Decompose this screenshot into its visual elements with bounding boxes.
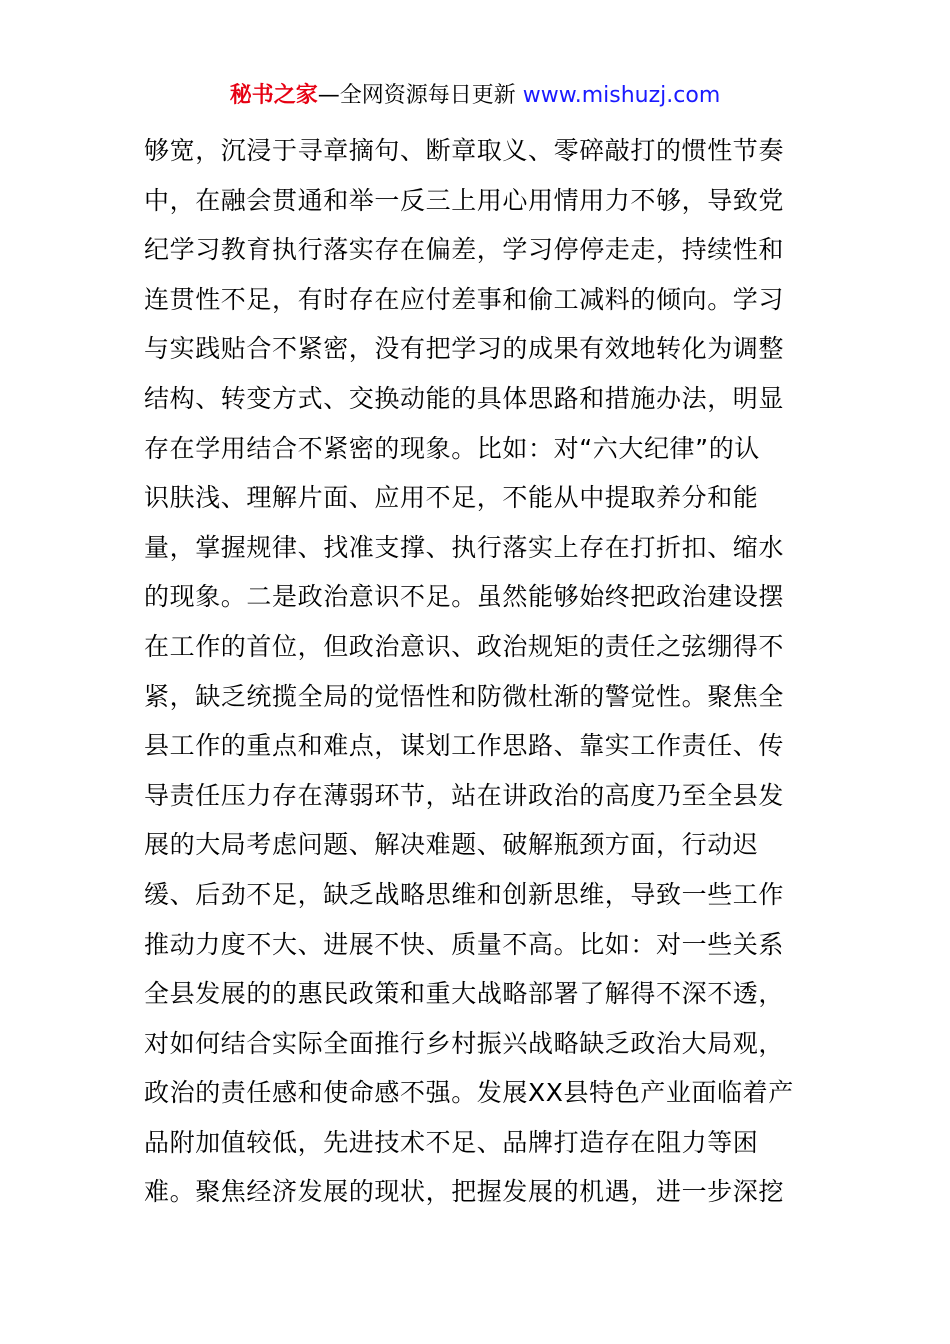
site-brand: 秘书之家 — [229, 83, 318, 108]
body-paragraph — [144, 126, 824, 1217]
text-line: 推动力度不大、进展不快、质量不高。比如：对一些关系 — [144, 929, 785, 959]
site-tagline: —全网资源每日更新 — [317, 83, 516, 108]
text-line: 中，在融会贯通和举一反三上用心用情用力不够，导致党 — [144, 185, 785, 215]
text-line: 紧，缺乏统揽全局的觉悟性和防微杜渐的警觉性。聚焦全 — [144, 681, 785, 711]
text-line: 品附加值较低，先进技术不足、品牌打造存在阻力等困 — [144, 1127, 759, 1157]
text-line: 对如何结合实际全面推行乡村振兴战略缺乏政治大局观， — [144, 1028, 785, 1058]
text-line: 全县发展的的惠民政策和重大战略部署了解得不深不透， — [144, 979, 785, 1009]
text-line: 结构、转变方式、交换动能的具体思路和措施办法，明显 — [144, 383, 785, 413]
text-line: 与实践贴合不紧密，没有把学习的成果有效地转化为调整 — [144, 334, 785, 364]
text-line: 量，掌握规律、找准支撑、执行落实上存在打折扣、缩水 — [144, 532, 785, 562]
text-line: 难。聚焦经济发展的现状，把握发展的机遇，进一步深挖 — [144, 1177, 785, 1207]
site-header — [0, 80, 950, 112]
text-line: 纪学习教育执行落实存在偏差，学习停停走走，持续性和 — [144, 235, 785, 265]
text-line: 的现象。二是政治意识不足。虽然能够始终把政治建设摆 — [144, 582, 785, 612]
text-line: 在工作的首位，但政治意识、政治规矩的责任之弦绷得不 — [144, 631, 785, 661]
text-line: 连贯性不足，有时存在应付差事和偷工减料的倾向。学习 — [144, 284, 785, 314]
text-line: 识肤浅、理解片面、应用不足，不能从中提取养分和能 — [144, 483, 759, 513]
text-line: 存在学用结合不紧密的现象。比如：对“六大纪律”的认 — [144, 433, 760, 463]
text-line: 导责任压力存在薄弱环节，站在讲政治的高度乃至全县发 — [144, 780, 785, 810]
text-line: 县工作的重点和难点，谋划工作思路、靠实工作责任、传 — [144, 731, 785, 761]
text-line: 够宽，沉浸于寻章摘句、断章取义、零碎敲打的惯性节奏 — [144, 136, 785, 165]
site-url-link[interactable]: www.mishuzj.com — [522, 83, 721, 108]
text-line: 展的大局考虑问题、解决难题、破解瓶颈方面，行动迟 — [144, 830, 759, 860]
text-line: 缓、后劲不足，缺乏战略思维和创新思维，导致一些工作 — [144, 879, 785, 909]
text-line: 政治的责任感和使命感不强。发展XX县特色产业面临着产 — [144, 1078, 794, 1108]
